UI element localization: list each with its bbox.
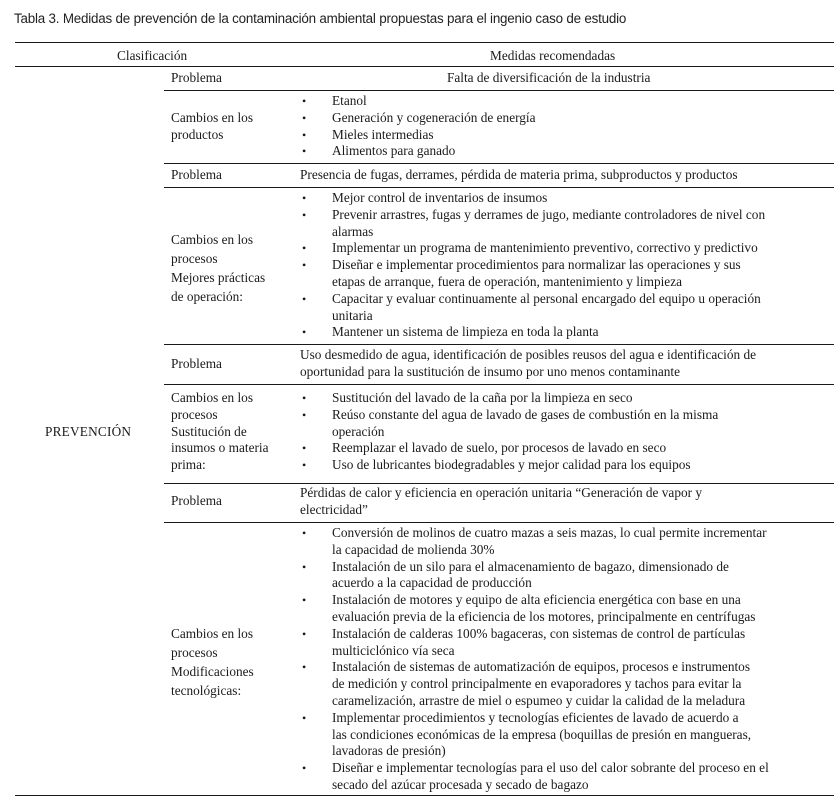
change-label: Cambios en los procesos Sustitución de insumos o materia prima: bbox=[171, 390, 269, 473]
measures-list bbox=[302, 93, 536, 160]
change-label: Cambios en los productos bbox=[171, 110, 253, 142]
row-rule bbox=[164, 522, 834, 523]
list-item: • Generación y cogeneración de energía bbox=[302, 110, 536, 127]
classification-prevencion: PREVENCIÓN bbox=[45, 424, 132, 439]
problem-label: Problema bbox=[171, 493, 222, 508]
list-item: • Reúso constante del agua de lavado de gases de combustión en la misma operación bbox=[302, 407, 718, 441]
measures-list bbox=[302, 190, 765, 341]
header-classification: Clasificación bbox=[117, 48, 188, 63]
problem-label: Problema bbox=[171, 167, 222, 182]
list-item: • Capacitar y evaluar continuamente al personal encargado del equipo u operación unitaria bbox=[302, 291, 765, 325]
change-label: Cambios en los procesos Mejores prácticas de operación: bbox=[171, 232, 266, 304]
measures-list bbox=[302, 525, 769, 794]
table-bottom-rule bbox=[15, 795, 834, 796]
problem-label: Problema bbox=[171, 356, 222, 371]
list-item: • Implementar procedimientos y tecnologías eficientes de lavado de acuerdo a las condiciones económicas de la empresa (boquillas de presión en mangueras, lavadoras de presión) bbox=[302, 710, 769, 760]
table-caption: Tabla 3. Medidas de prevención de la contaminación ambiental propuestas para el ingenio caso de estudio bbox=[14, 11, 627, 26]
list-item: • Instalación de sistemas de automatización de equipos, procesos e instrumentos de medición y control principalmente en evaporadores y tachos para evitar la caramelización, arrastre de miel o espumeo y cuidar la calidad de la meladura bbox=[302, 659, 769, 709]
list-item: • Mantener un sistema de limpieza en toda la planta bbox=[302, 324, 765, 341]
header-measures: Medidas recomendadas bbox=[490, 48, 616, 63]
problem-text: Pérdidas de calor y eficiencia en operación unitaria “Generación de vapor y electricidad” bbox=[300, 485, 703, 517]
list-item: • Instalación de motores y equipo de alta eficiencia energética con base en una evaluación previa de la eficiencia de los motores, principalmente en centrífugas bbox=[302, 592, 769, 626]
list-item: • Uso de lubricantes biodegradables y mejor calidad para los equipos bbox=[302, 457, 718, 474]
change-label: Cambios en los procesos Modificaciones tecnológicas: bbox=[171, 626, 254, 698]
measures-list bbox=[302, 390, 718, 474]
table-top-rule bbox=[15, 42, 834, 43]
list-item: • Prevenir arrastres, fugas y derrames de jugo, mediante controladores de nivel con alarmas bbox=[302, 207, 765, 241]
list-item: • Alimentos para ganado bbox=[302, 143, 536, 160]
list-item: • Etanol bbox=[302, 93, 536, 110]
list-item: • Mejor control de inventarios de insumos bbox=[302, 190, 765, 207]
list-item: • Reemplazar el lavado de suelo, por procesos de lavado en seco bbox=[302, 440, 718, 457]
row-rule bbox=[164, 384, 834, 385]
list-item: • Diseñar e implementar tecnologías para el uso del calor sobrante del proceso en el secado del azúcar procesada y secado de bagazo bbox=[302, 760, 769, 794]
list-item: • Mieles intermedias bbox=[302, 127, 536, 144]
list-item: • Instalación de calderas 100% bagaceras, con sistemas de control de partículas multiciclónico vía seca bbox=[302, 626, 769, 660]
list-item: • Instalación de un silo para el almacenamiento de bagazo, dimensionado de acuerdo a la capacidad de producción bbox=[302, 559, 769, 593]
list-item: • Implementar un programa de mantenimiento preventivo, correctivo y predictivo bbox=[302, 240, 765, 257]
list-item: • Sustitución del lavado de la caña por la limpieza en seco bbox=[302, 390, 718, 407]
list-item: • Conversión de molinos de cuatro mazas a seis mazas, lo cual permite incrementar la capacidad de molienda 30% bbox=[302, 525, 769, 559]
row-rule bbox=[164, 90, 834, 91]
list-item: • Diseñar e implementar procedimientos para normalizar las operaciones y sus etapas de arranque, fuera de operación, mantenimiento y limpieza bbox=[302, 257, 765, 291]
problem-text: Presencia de fugas, derrames, pérdida de materia prima, subproductos y productos bbox=[300, 167, 738, 182]
row-rule bbox=[164, 187, 834, 188]
row-rule bbox=[164, 483, 834, 484]
problem-label: Problema bbox=[171, 70, 222, 85]
header-rule bbox=[15, 66, 834, 67]
row-rule bbox=[164, 344, 834, 345]
problem-text: Falta de diversificación de la industria bbox=[447, 70, 651, 85]
row-rule bbox=[164, 163, 834, 164]
problem-text: Uso desmedido de agua, identificación de posibles reusos del agua e identificación de oportunidad para la sustitución de insumo por uno menos contaminante bbox=[300, 347, 757, 379]
